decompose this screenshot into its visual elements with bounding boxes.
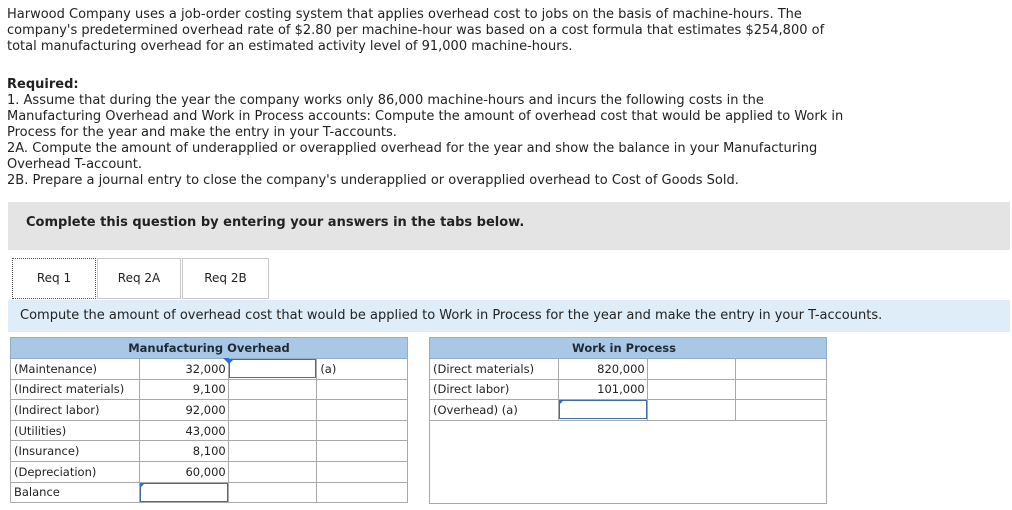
mfg-overhead-credit-label: (a)	[317, 359, 408, 380]
mfg-overhead-applied-input[interactable]	[229, 359, 317, 378]
instructions-banner	[8, 202, 1010, 250]
required-heading: Required:	[7, 77, 79, 92]
wip-debit-amount: 820,000	[558, 359, 647, 380]
mfg-overhead-balance-label: Balance	[11, 482, 140, 503]
requirement-1: 1. Assume that during the year the company works only 86,000 machine-hours and incurs the following costs in the Manufacturing Overhead and Work in Process accounts: Compute the amount of overhead cost that would be applied to Work in Process for the year and make the entry in your T-accounts.	[7, 93, 844, 140]
table-row	[11, 441, 408, 462]
table-row	[430, 359, 827, 380]
tab-req-2a[interactable]: Req 2A	[97, 258, 181, 299]
mfg-overhead-debit-amount: 92,000	[139, 400, 228, 421]
tab-req-1[interactable]: Req 1	[12, 258, 96, 299]
task-instruction-text: Compute the amount of overhead cost that would be applied to Work in Process for the year and make the entry in your T-accounts.	[20, 308, 883, 323]
manufacturing-overhead-t-account	[10, 337, 408, 503]
mfg-overhead-balance-cell	[139, 482, 228, 503]
wip-overhead-applied-input[interactable]	[559, 400, 647, 419]
mfg-overhead-debit-label: (Depreciation)	[11, 461, 140, 482]
table-row	[11, 400, 408, 421]
mfg-overhead-debit-label: (Maintenance)	[11, 359, 140, 380]
mfg-overhead-applied-amount-cell	[228, 359, 317, 380]
wip-debit-amount: 101,000	[558, 379, 647, 400]
table-row	[11, 461, 408, 482]
mfg-overhead-debit-amount[interactable]: 32,000	[139, 359, 228, 380]
wip-debit-label: (Direct materials)	[430, 359, 559, 380]
problem-intro: Harwood Company uses a job-order costing system that applies overhead cost to jobs on the basis of machine-hours. The company's predetermined overhead rate of $2.80 per machine-hour was based on a cost formula that estimates $254,800 of total manufacturing overhead for an estimated activity level of 91,000 machine-hours.	[7, 7, 825, 54]
table-row	[11, 482, 408, 503]
table-row	[11, 359, 408, 380]
wip-debit-label: (Direct labor)	[430, 379, 559, 400]
wip-debit-label: (Overhead) (a)	[430, 400, 559, 421]
mfg-overhead-debit-amount: 60,000	[139, 461, 228, 482]
wip-overhead-applied-cell	[558, 400, 647, 421]
table-row	[430, 400, 827, 421]
task-instruction-bar	[8, 300, 1010, 332]
work-in-process-t-account	[429, 337, 827, 504]
table-row	[11, 420, 408, 441]
mfg-overhead-balance-input[interactable]	[140, 483, 228, 502]
mfg-overhead-debit-label: (Indirect labor)	[11, 400, 140, 421]
problem-statement	[7, 7, 857, 189]
mfg-overhead-debit-label: (Indirect materials)	[11, 379, 140, 400]
requirement-2b: 2B. Prepare a journal entry to close the company's underapplied or overapplied overhead to Cost of Goods Sold.	[7, 173, 739, 188]
wip-empty-area	[430, 420, 827, 503]
mfg-overhead-title: Manufacturing Overhead	[11, 338, 408, 359]
table-row	[11, 379, 408, 400]
instructions-text: Complete this question by entering your answers in the tabs below.	[26, 215, 525, 230]
mfg-overhead-debit-amount: 43,000	[139, 420, 228, 441]
mfg-overhead-debit-label: (Insurance)	[11, 441, 140, 462]
table-row	[430, 379, 827, 400]
tab-req-2b[interactable]: Req 2B	[182, 258, 269, 299]
wip-title: Work in Process	[430, 338, 827, 359]
requirement-2a: 2A. Compute the amount of underapplied or overapplied overhead for the year and show the balance in your Manufacturing Overhead T-account.	[7, 141, 818, 172]
mfg-overhead-debit-amount: 8,100	[139, 441, 228, 462]
mfg-overhead-debit-amount: 9,100	[139, 379, 228, 400]
mfg-overhead-debit-label: (Utilities)	[11, 420, 140, 441]
